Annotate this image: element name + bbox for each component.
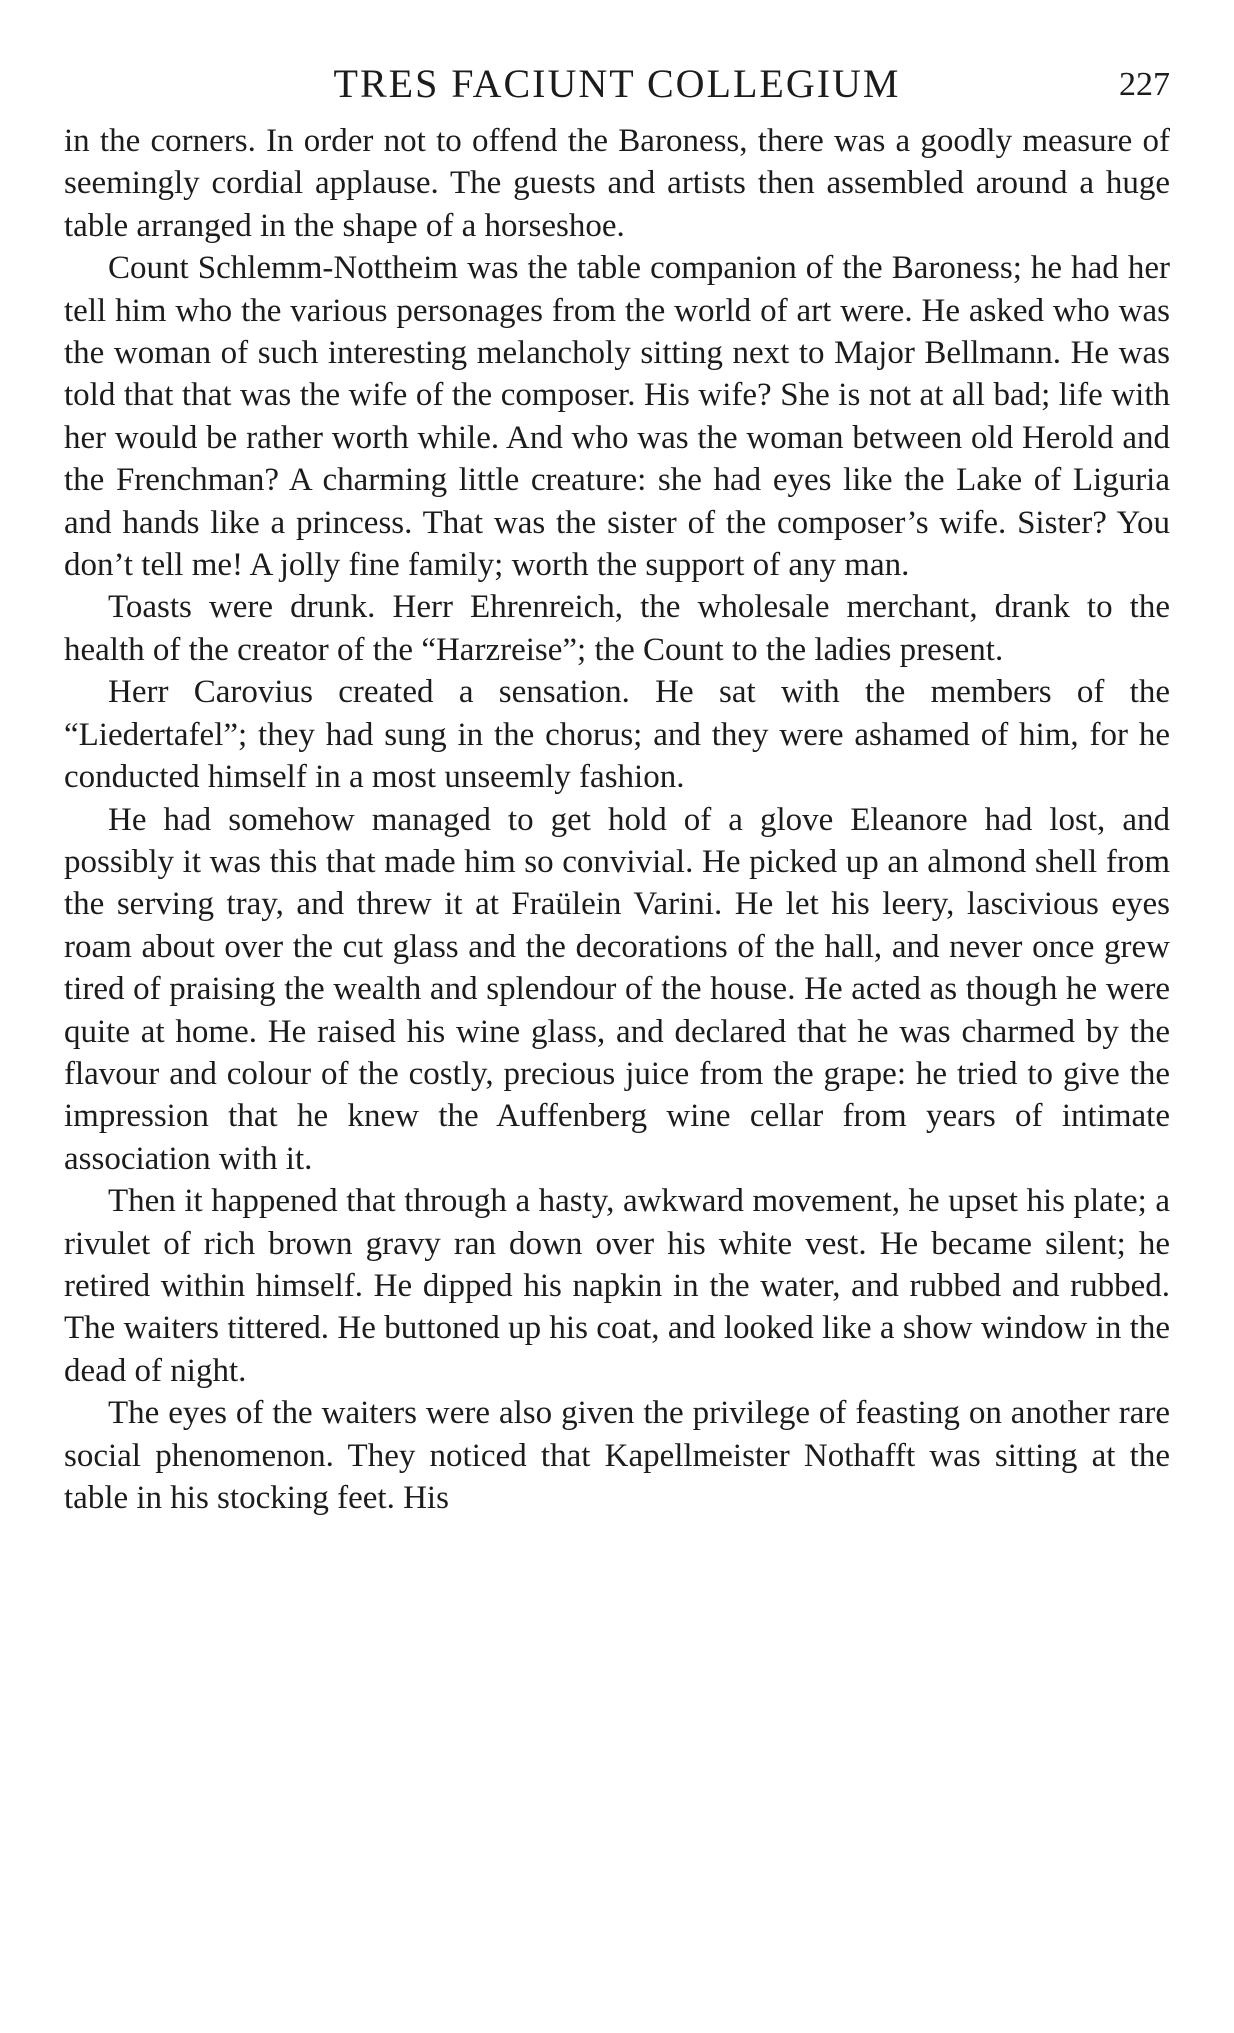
paragraph: Herr Carovius created a sensation. He sat with the members of the “Liedertafel”; they had sung in the chorus; and they were ashamed of him, for he conducted himself in a most unseemly fashion. — [64, 674, 1170, 796]
page-number: 227 — [1119, 66, 1170, 103]
paragraph-continued: in the corners. In order not to offend the Baroness, there was a goodly measure of seemingly cordial applause. The guests and artists then assembled around a huge table arranged in the shape of a horseshoe. — [64, 123, 1170, 244]
paragraph: Count Schlemm-Nottheim was the table companion of the Baroness; he had her tell him who the various personages from the world of art were. He asked who was the woman of such interesting melancholy sitting next to Major Bellmann. He was told that that was the wife of the composer. His wife? She is not at all bad; life with her would be rather worth while. And who was the woman between old Herold and the Frenchman? A charming little creature: she had eyes like the Lake of Liguria and hands like a princess. That was the sister of the composer’s wife. Sister? You don’t tell me! A jolly fine family; worth the support of any man. — [64, 250, 1170, 584]
paragraph: Toasts were drunk. Herr Ehrenreich, the wholesale merchant, drank to the health of the creator of the “Harzreise”; the Count to the ladies present. — [64, 589, 1170, 668]
paragraph: He had somehow managed to get hold of a glove Eleanore had lost, and possibly it was this that made him so convivial. He picked up an almond shell from the serving tray, and threw it at Fraülein Varini. He let his leery, lascivious eyes roam about over the cut glass and the decorations of the hall, and never once grew tired of praising the wealth and splendour of the house. He acted as though he were quite at home. He raised his wine glass, and declared that he was charmed by the flavour and colour of the costly, precious juice from the grape: he tried to give the impression that he knew the Auffenberg wine cellar from years of intimate association with it. — [64, 801, 1170, 1177]
body-text — [64, 120, 1170, 1519]
paragraph: Then it happened that through a hasty, awkward movement, he upset his plate; a rivulet of rich brown gravy ran down over his white vest. He became silent; he retired within himself. He dipped his napkin in the water, and rubbed and rubbed. The waiters tittered. He buttoned up his coat, and looked like a show window in the dead of night. — [64, 1183, 1170, 1389]
running-title: TRES FACIUNT COLLEGIUM — [333, 61, 901, 106]
running-head — [64, 52, 1170, 112]
paragraph: The eyes of the waiters were also given the privilege of feasting on another rare social phenomenon. They noticed that Kapellmeister Nothafft was sitting at the table in his stocking feet. His — [64, 1395, 1170, 1516]
book-page — [64, 52, 1170, 1519]
